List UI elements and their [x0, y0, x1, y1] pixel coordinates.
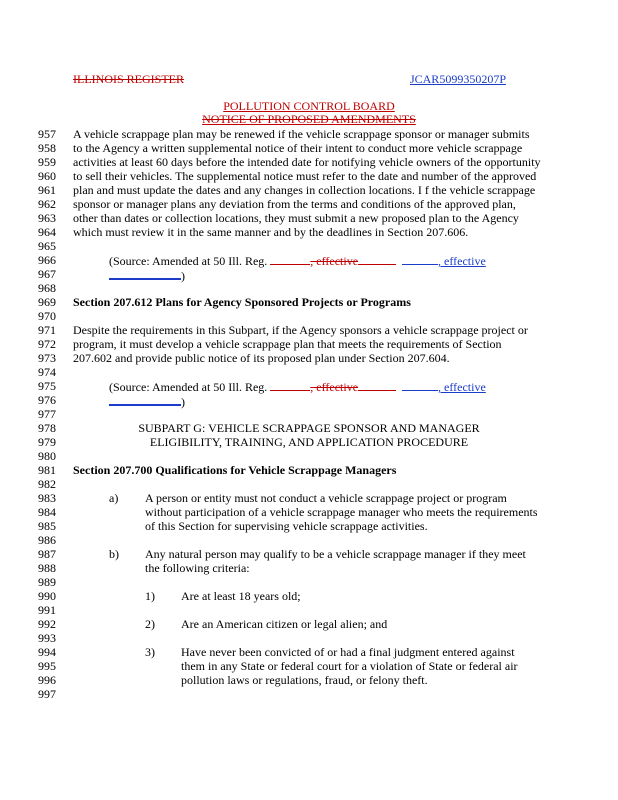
- line-number: 960: [38, 169, 56, 183]
- board-title: POLLUTION CONTROL BOARD: [223, 99, 395, 113]
- source-note-close: ): [109, 394, 185, 409]
- subpart-subtitle: ELIGIBILITY, TRAINING, AND APPLICATION PROCEDURE: [149, 435, 469, 449]
- line-number: 970: [38, 309, 56, 323]
- line-number: 957: [38, 127, 56, 141]
- line-number: 981: [38, 463, 56, 477]
- item-label: 3): [145, 645, 155, 659]
- paragraph-line: A person or entity must not conduct a vehicle scrappage project or program: [145, 491, 507, 505]
- line-number: 982: [38, 477, 56, 491]
- line-number: 974: [38, 365, 56, 379]
- paragraph-line: other than dates or collection locations, they must submit a new proposed plan to the Agency: [73, 211, 519, 225]
- item-text: Have never been convicted of or had a final judgment entered against: [181, 645, 515, 659]
- line-number: 967: [38, 267, 56, 281]
- subsection-label: b): [109, 547, 119, 561]
- line-number: 971: [38, 323, 56, 337]
- paragraph-line: to sell their vehicles. The supplemental notice must refer to the date and number of the approved: [73, 169, 537, 183]
- line-number: 965: [38, 239, 56, 253]
- line-number: 963: [38, 211, 56, 225]
- struck-effective: , effective: [310, 380, 359, 394]
- line-number: 980: [38, 449, 56, 463]
- header-document-id: JCAR5099350207P: [409, 72, 506, 86]
- line-number: 968: [38, 281, 56, 295]
- subpart-title: SUBPART G: VEHICLE SCRAPPAGE SPONSOR AND MANAGER: [138, 421, 480, 435]
- line-number: 976: [38, 393, 56, 407]
- paragraph-line: to the Agency a written supplemental notice of their intent to conduct more vehicle scrappage: [73, 141, 523, 155]
- source-note: [109, 254, 486, 268]
- notice-title: NOTICE OF PROPOSED AMENDMENTS: [202, 112, 416, 126]
- line-number: 972: [38, 337, 56, 351]
- paragraph-line: without participation of a vehicle scrappage manager who meets the requirements: [145, 505, 538, 519]
- item-text: Are an American citizen or legal alien; and: [181, 617, 388, 631]
- header-register-name: ILLINOIS REGISTER: [73, 72, 184, 86]
- line-number: 966: [38, 253, 56, 267]
- line-number: 994: [38, 645, 56, 659]
- item-label: 2): [145, 617, 155, 631]
- inserted-effective: , effective: [438, 380, 486, 394]
- source-prefix: (Source: Amended at 50 Ill. Reg.: [109, 380, 268, 394]
- line-number: 958: [38, 141, 56, 155]
- line-number: 983: [38, 491, 56, 505]
- struck-volume-blank: [270, 380, 310, 391]
- inserted-date-blank: [109, 394, 181, 406]
- inserted-effective: , effective: [438, 254, 486, 268]
- paragraph-line: program, it must develop a vehicle scrappage plan that meets the requirements of Section: [73, 337, 502, 351]
- line-number: 964: [38, 225, 56, 239]
- inserted-date-blank: [109, 268, 181, 280]
- paragraph-line: activities at least 60 days before the intended date for notifying vehicle owners of the opportunity: [73, 155, 541, 169]
- source-note-close: ): [109, 268, 185, 283]
- line-number: 986: [38, 533, 56, 547]
- paragraph-line: Any natural person may qualify to be a vehicle scrappage manager if they meet: [145, 547, 526, 561]
- line-number: 977: [38, 407, 56, 421]
- line-number: 978: [38, 421, 56, 435]
- source-note: [109, 380, 486, 394]
- line-number: 984: [38, 505, 56, 519]
- line-number: 987: [38, 547, 56, 561]
- paragraph-line: A vehicle scrappage plan may be renewed if the vehicle scrappage sponsor or manager submits: [73, 127, 530, 141]
- struck-effective: , effective: [310, 254, 359, 268]
- line-number: 993: [38, 631, 56, 645]
- struck-date-blank: [358, 254, 396, 265]
- line-number: 989: [38, 575, 56, 589]
- line-number: 995: [38, 659, 56, 673]
- paragraph-line: 207.602 and provide public notice of its proposed plan under Section 207.604.: [73, 351, 450, 365]
- paragraph-line: sponsor or manager plans any deviation from the terms and conditions of the approved plan,: [73, 197, 516, 211]
- line-number: 961: [38, 183, 56, 197]
- paragraph-line: which must review it in the same manner and by the deadlines in Section 207.606.: [73, 225, 469, 239]
- item-text: Are at least 18 years old;: [181, 589, 301, 603]
- source-prefix: (Source: Amended at 50 Ill. Reg.: [109, 254, 268, 268]
- line-number: 992: [38, 617, 56, 631]
- paragraph-line: plan and must update the dates and any changes in collection locations. I f the vehicle scrappage: [73, 183, 536, 197]
- paragraph-line: Despite the requirements in this Subpart, if the Agency sponsors a vehicle scrappage project or: [73, 323, 528, 337]
- section-heading: Section 207.612 Plans for Agency Sponsored Projects or Programs: [73, 295, 411, 309]
- line-number: 962: [38, 197, 56, 211]
- line-number: 985: [38, 519, 56, 533]
- line-number: 969: [38, 295, 56, 309]
- line-number: 979: [38, 435, 56, 449]
- inserted-volume-blank: [402, 380, 438, 391]
- inserted-volume-blank: [402, 254, 438, 265]
- item-label: 1): [145, 589, 155, 603]
- item-text: pollution laws or regulations, fraud, or felony theft.: [181, 673, 428, 687]
- line-number: 996: [38, 673, 56, 687]
- line-number: 988: [38, 561, 56, 575]
- subsection-label: a): [109, 491, 119, 505]
- struck-volume-blank: [270, 254, 310, 265]
- paragraph-line: the following criteria:: [145, 561, 250, 575]
- item-text: them in any State or federal court for a violation of State or federal air: [181, 659, 518, 673]
- struck-date-blank: [358, 380, 396, 391]
- line-number: 973: [38, 351, 56, 365]
- line-number: 990: [38, 589, 56, 603]
- line-number: 991: [38, 603, 56, 617]
- line-number: 997: [38, 687, 56, 701]
- section-heading: Section 207.700 Qualifications for Vehicle Scrappage Managers: [73, 463, 397, 477]
- paragraph-line: of this Section for supervising vehicle scrappage activities.: [145, 519, 428, 533]
- line-number: 959: [38, 155, 56, 169]
- line-number: 975: [38, 379, 56, 393]
